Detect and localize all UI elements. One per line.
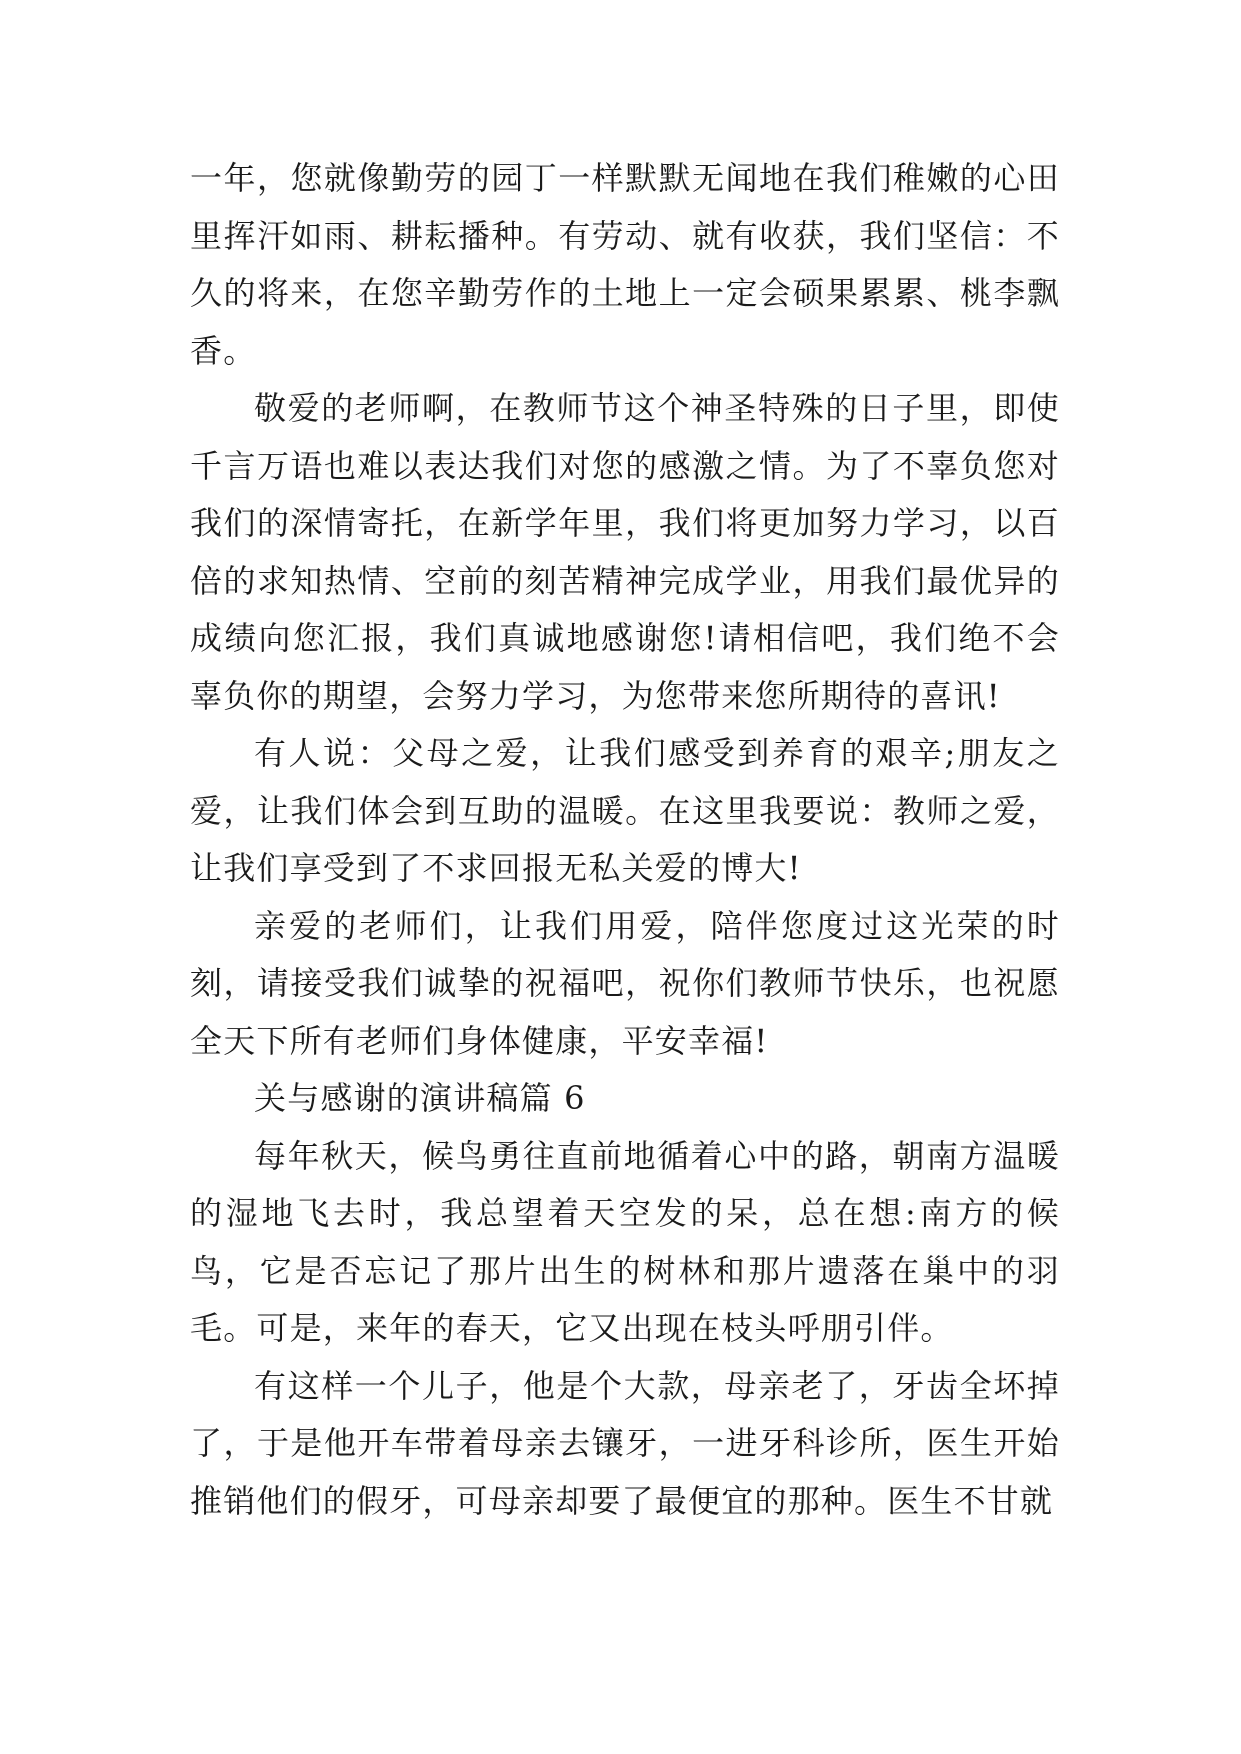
paragraph-respected-teacher: 敬爱的老师啊，在教师节这个神圣特殊的日子里，即使千言万语也难以表达我们对您的感激之情。为了不辜负您对我们的深情寄托，在新学年里，我们将更加努力学习，以百倍的求知热情、空前的刻苦精神完成学业，用我们最优异的成绩向您汇报，我们真诚地感谢您!请相信吧，我们绝不会辜负你的期望，会努力学习，为您带来您所期待的喜讯! — [190, 389, 1060, 715]
paragraph-migratory-birds: 每年秋天，候鸟勇往直前地循着心中的路，朝南方温暖的湿地飞去时，我总望着天空发的呆，总在想:南方的候鸟，它是否忘记了那片出生的树林和那片遗落在巢中的羽毛。可是，来年的春天，它又出现在枝头呼朋引伴。 — [190, 1136, 1060, 1347]
paragraph-blessing: 亲爱的老师们，让我们用爱，陪伴您度过这光荣的时刻，请接受我们诚挚的祝福吧，祝你们教师节快乐，也祝愿全天下所有老师们身体健康，平安幸福! — [190, 906, 1060, 1060]
paragraph-love-types: 有人说：父母之爱，让我们感受到养育的艰辛;朋友之爱，让我们体会到互助的温暖。在这里我要说：教师之爱，让我们享受到了不求回报无私关爱的博大! — [190, 734, 1060, 887]
paragraph-son-story: 有这样一个儿子，他是个大款，母亲老了，牙齿全坏掉了，于是他开车带着母亲去镶牙，一进牙科诊所，医生开始推销他们的假牙，可母亲却要了最便宜的那种。医生不甘就 — [190, 1366, 1060, 1520]
paragraph-continuation: 一年，您就像勤劳的园丁一样默默无闻地在我们稚嫩的心田里挥汗如雨、耕耘播种。有劳动、就有收获，我们坚信：不久的将来，在您辛勤劳作的土地上一定会硕果累累、桃李飘香。 — [190, 159, 1060, 370]
section-heading: 关与感谢的演讲稿篇 6 — [254, 1079, 586, 1117]
document-body — [190, 150, 1060, 1530]
